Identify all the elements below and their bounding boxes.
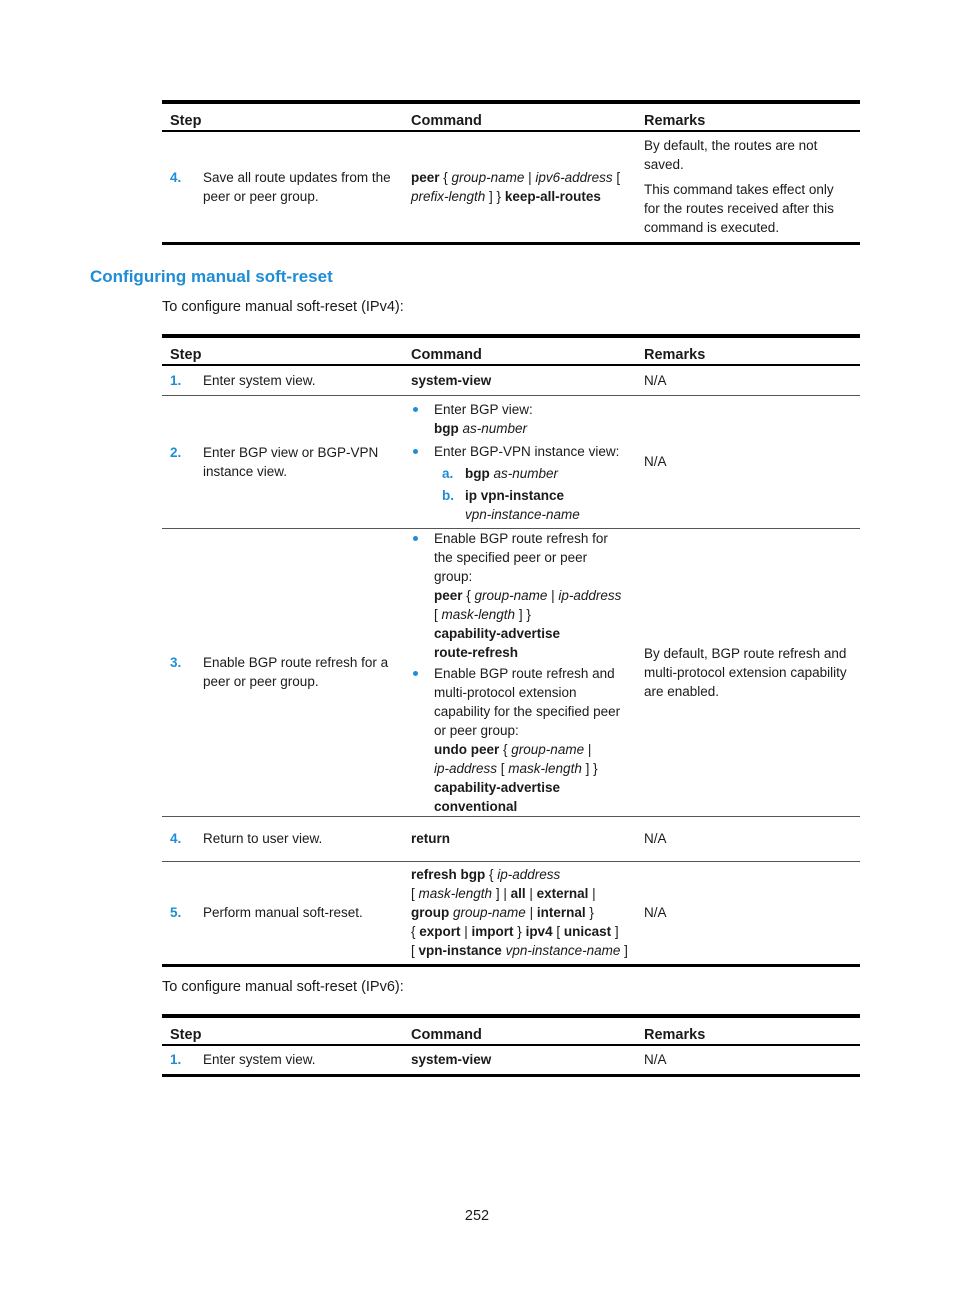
header-step: Step — [162, 336, 403, 365]
remarks-cell: N/A — [636, 816, 860, 861]
remark-note: This command takes effect only for the routes received after this command is executed. — [644, 182, 834, 236]
step-cell — [162, 816, 403, 861]
sub-item: a. bgp as-number — [442, 465, 559, 481]
step-cell — [162, 365, 403, 395]
remarks-cell: N/A — [636, 365, 860, 395]
step-description: Save all route updates from the peer or peer group. — [203, 169, 391, 204]
step-number: 1. — [170, 372, 182, 388]
remark-default: By default, the routes are not saved. — [644, 138, 818, 173]
command-keyword: system-view — [411, 1052, 492, 1068]
intro-ipv6: To configure manual soft-reset (IPv6): — [162, 979, 404, 995]
header-remarks: Remarks — [636, 102, 860, 131]
command-keyword: system-view — [411, 372, 492, 388]
step-cell — [162, 1045, 403, 1075]
bullet-item: Enable BGP route refresh for the specified peer or peer group: peer { group-name | ip-address [ mask-length ] } capability-advertise route-refresh — [411, 529, 628, 662]
step-description: Perform manual soft-reset. — [203, 905, 363, 920]
header-remarks: Remarks — [636, 1016, 860, 1045]
table-manual-soft-reset-ipv4 — [162, 334, 860, 967]
intro-ipv4: To configure manual soft-reset (IPv4): — [162, 299, 404, 315]
table-row — [162, 528, 860, 816]
command-cell — [403, 365, 636, 395]
step-description: Enter system view. — [203, 372, 316, 388]
command-cell — [403, 816, 636, 861]
command-keyword: return — [411, 831, 451, 846]
section-heading: Configuring manual soft-reset — [90, 267, 333, 286]
header-command: Command — [403, 336, 636, 365]
page-number: 252 — [464, 1208, 490, 1224]
table-manual-soft-reset-ipv6 — [162, 1014, 860, 1077]
table-row — [162, 131, 860, 243]
step-description: Return to user view. — [203, 831, 323, 846]
header-command: Command — [403, 1016, 636, 1045]
bullet-item: Enter BGP view: bgp as-number — [411, 400, 628, 438]
step-description: Enter BGP view or BGP-VPN instance view. — [203, 444, 379, 479]
table-row — [162, 816, 860, 861]
bullet-item: Enter BGP-VPN instance view: — [411, 442, 628, 461]
command-cell — [403, 1045, 636, 1075]
step-cell — [162, 131, 403, 243]
step-description: Enable BGP route refresh for a peer or peer group. — [203, 655, 389, 689]
remarks-cell — [636, 131, 860, 243]
step-cell — [162, 528, 403, 816]
header-step: Step — [162, 1016, 403, 1045]
sub-item: b. ip vpn-instance vpn-instance-name — [442, 487, 580, 522]
step-description: Enter system view. — [203, 1052, 316, 1068]
remarks-cell: N/A — [644, 1052, 667, 1068]
step-cell — [162, 861, 403, 965]
table-save-route-updates — [162, 100, 860, 245]
command-cell: peer { group-name | ipv6-address [ prefix-length ] } keep-all-routes — [411, 169, 621, 204]
remarks-cell: N/A — [644, 905, 667, 920]
remarks-cell: N/A — [636, 395, 860, 528]
table-row — [162, 365, 860, 395]
header-step: Step — [162, 102, 403, 131]
step-number: 4. — [170, 169, 182, 185]
remarks-cell: By default, BGP route refresh and multi-protocol extension capability are enabled. — [636, 528, 860, 816]
step-number: 4. — [170, 831, 182, 846]
step-number: 2. — [170, 444, 182, 460]
step-number: 3. — [170, 655, 182, 670]
command-cell — [403, 395, 636, 528]
step-cell — [162, 395, 403, 528]
header-command: Command — [403, 102, 636, 131]
header-remarks: Remarks — [636, 336, 860, 365]
table-row — [162, 395, 860, 528]
step-number: 5. — [170, 905, 182, 920]
table-row — [162, 861, 860, 965]
bullet-item: Enable BGP route refresh and multi-protocol extension capability for the specified peer or peer group: undo peer { group-name | ip-address [ mask-length ] } capability-advertise conventional — [411, 664, 628, 816]
table-row — [162, 1045, 860, 1075]
step-number: 1. — [170, 1052, 182, 1068]
command-cell: refresh bgp { ip-address [ mask-length ] | all | external | group group-name | internal } { export | import } ipv4 [ unicast ] [ vpn-instance vpn-instance-name ] — [411, 867, 628, 958]
command-cell — [403, 528, 636, 816]
